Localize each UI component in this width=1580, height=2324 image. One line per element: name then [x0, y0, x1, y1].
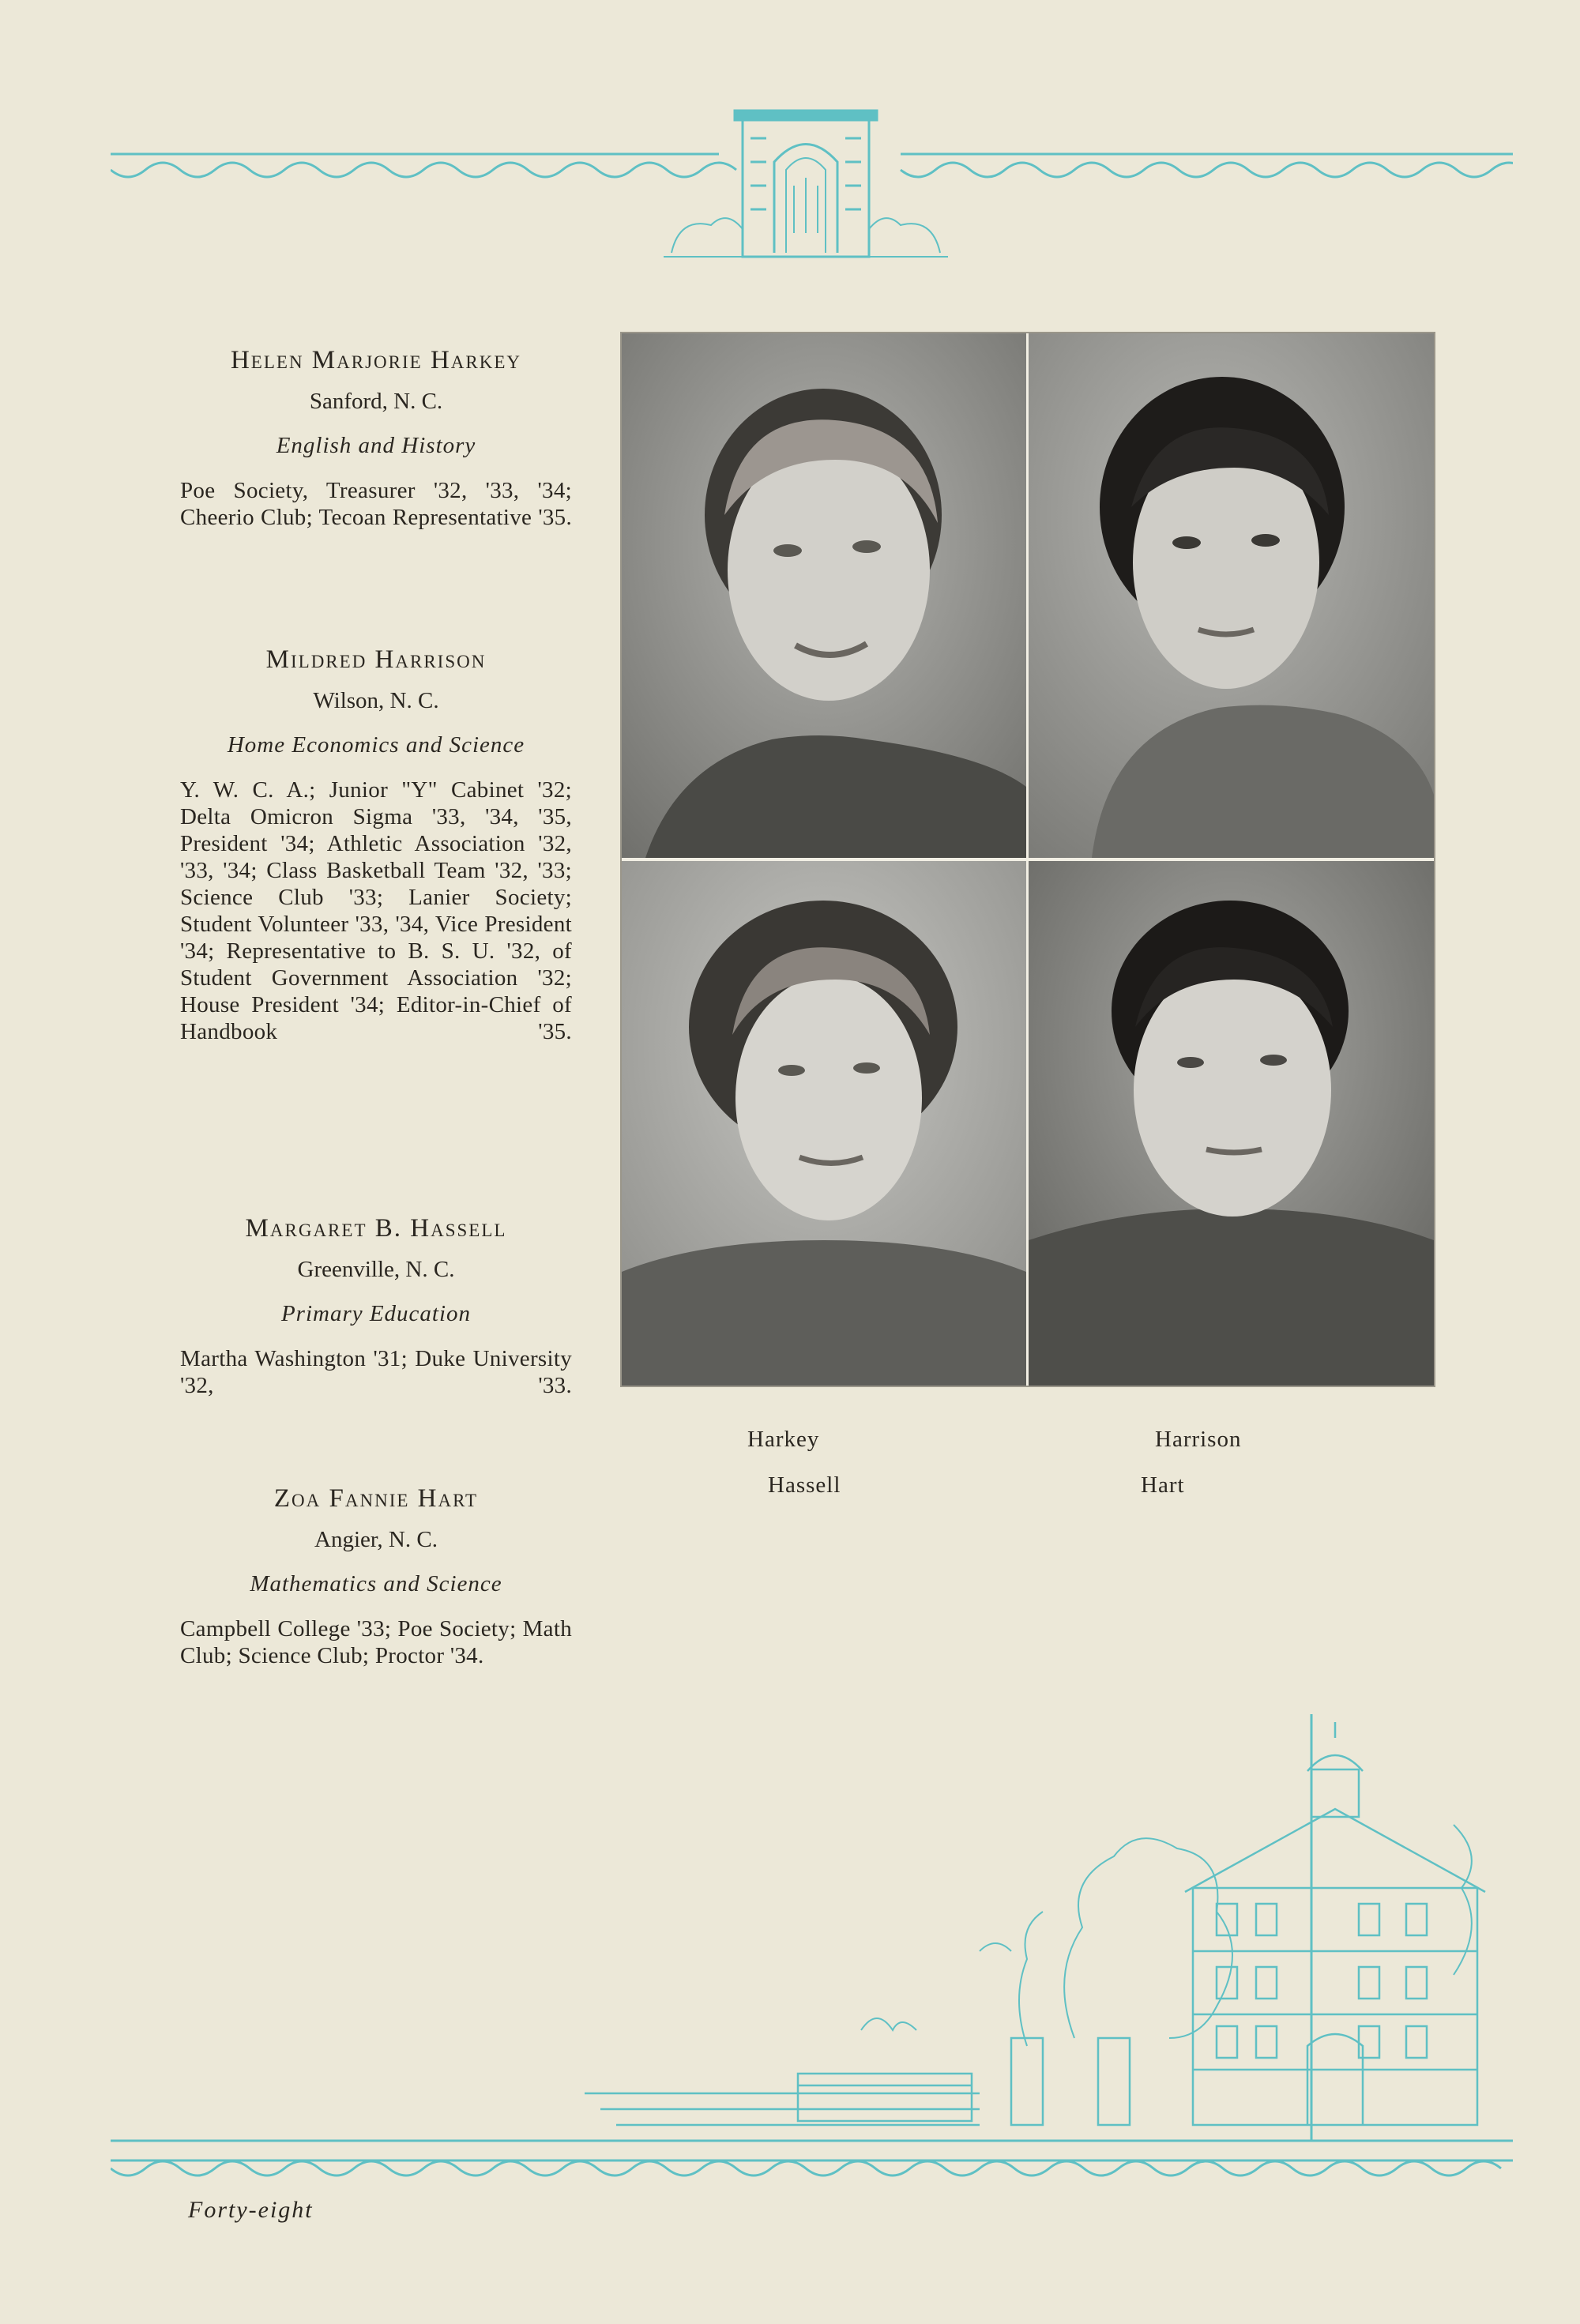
portrait-photo — [622, 333, 1026, 858]
student-major: Home Economics and Science — [227, 732, 525, 758]
caption-top-left: Harkey — [747, 1427, 820, 1452]
portrait-photo — [622, 861, 1026, 1386]
student-hometown: Sanford, N. C. — [309, 389, 443, 414]
portrait-photo — [1029, 333, 1434, 858]
portrait-grid — [620, 332, 1435, 1387]
caption-bottom-left: Hassell — [768, 1472, 841, 1498]
student-major: Mathematics and Science — [250, 1571, 502, 1596]
student-entry — [180, 1483, 572, 1669]
student-activities: Martha Washington '31; Duke University '32, '33. — [180, 1346, 572, 1398]
page-number: Forty-eight — [188, 2197, 314, 2223]
student-activities: Campbell College '33; Poe Society; Math Club; Science Club; Proctor '34. — [180, 1616, 572, 1668]
student-hometown: Angier, N. C. — [314, 1527, 438, 1552]
student-activities: Poe Society, Treasurer '32, '33, '34; Cheerio Club; Tecoan Representative '35. — [180, 478, 572, 530]
student-name: Mildred Harrison — [265, 645, 487, 674]
student-hometown: Wilson, N. C. — [313, 688, 439, 713]
student-name: Margaret B. Hassell — [245, 1214, 507, 1243]
caption-top-right: Harrison — [1155, 1427, 1242, 1452]
caption-bottom-right: Hart — [1141, 1472, 1185, 1498]
footer-ornament — [111, 1714, 1513, 2184]
student-major: Primary Education — [280, 1301, 472, 1326]
student-entry — [180, 344, 572, 558]
header-ornament — [111, 107, 1513, 265]
campus-building-icon — [585, 1714, 1485, 2141]
student-name: Zoa Fannie Hart — [273, 1484, 479, 1513]
student-entry — [180, 644, 572, 1072]
student-hometown: Greenville, N. C. — [297, 1257, 455, 1282]
portrait-photo — [1029, 861, 1434, 1386]
student-name: Helen Marjorie Harkey — [230, 346, 522, 374]
archway-icon — [664, 111, 948, 257]
student-entry — [180, 1213, 572, 1426]
student-major: English and History — [276, 433, 476, 458]
student-activities: Y. W. C. A.; Junior "Y" Cabinet '32; Delta Omicron Sigma '33, '34, '35, President '34; Athletic Association '32, '33, '34; Class Basketball Team '32, '33; Science Club '33; Lanier Society; Student Volunteer '33, '34, Vice President '34; Representative to B. S. U. '32, of Student Government Association '32; House President '34; Editor-in-Chief of Handbook '35. — [180, 777, 572, 1044]
